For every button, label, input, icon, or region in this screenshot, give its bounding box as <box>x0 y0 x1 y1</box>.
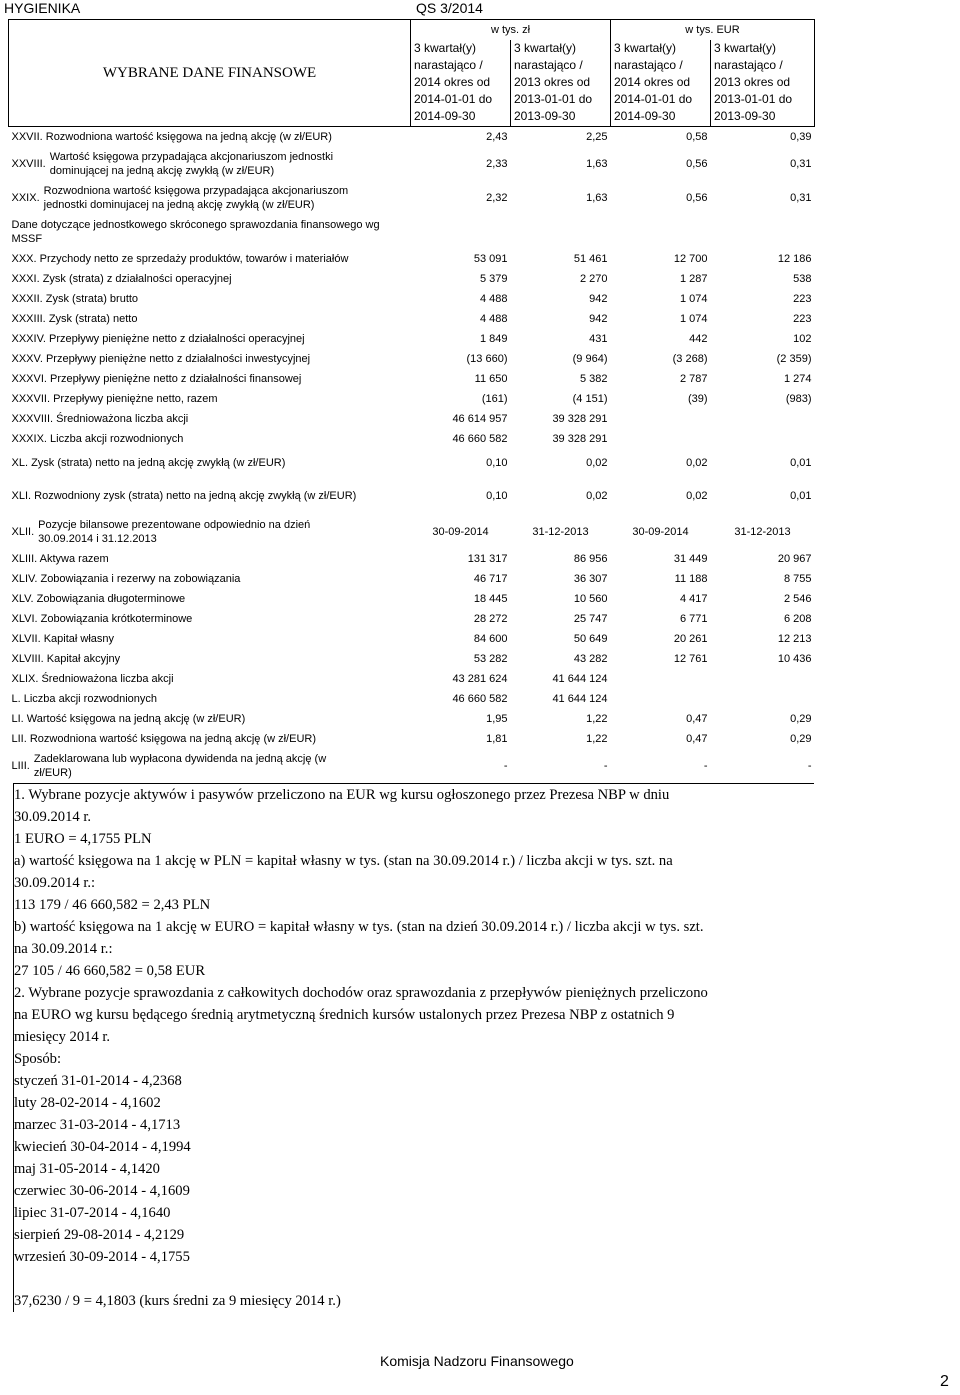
row-number: XXXV. <box>11 352 43 365</box>
row-number: L. <box>11 692 21 705</box>
table-row <box>9 181 815 215</box>
value-cell: 53 282 <box>473 652 508 665</box>
row-number: XLIX. <box>11 672 39 685</box>
column-header-line: 2014-01-01 do <box>414 92 493 107</box>
value-cell: 0,29 <box>790 712 812 725</box>
value-cell: 0,02 <box>686 489 708 502</box>
value-cell: 25 747 <box>573 612 608 625</box>
value-cell: 11 188 <box>674 572 708 585</box>
row-text: Zysk (strata) netto na jedną akcję zwykłą (w zł/EUR) <box>31 456 286 469</box>
note-line: 30.09.2014 r.: <box>14 875 96 891</box>
value-cell: 6 208 <box>783 612 812 625</box>
column-header-line: 2014-09-30 <box>614 109 676 124</box>
note-line: lipiec 31-07-2014 - 4,1640 <box>14 1205 171 1221</box>
value-cell: 51 461 <box>573 252 608 265</box>
value-cell: 2,33 <box>486 157 508 170</box>
value-cell <box>611 409 711 429</box>
note-line: sierpień 29-08-2014 - 4,2129 <box>14 1227 185 1243</box>
row-number: XXXVI. <box>11 372 47 385</box>
page-number: 2 <box>940 1373 949 1390</box>
row-label <box>9 669 411 689</box>
row-label-line: jednostki dominujacej na jedną akcję zwykłą (w zł/EUR) <box>43 198 315 211</box>
value-cell: 12 761 <box>673 652 708 665</box>
column-header-line: 2013-01-01 do <box>714 92 793 107</box>
value-cell: (39) <box>687 392 708 405</box>
unit-pln: w tys. zł <box>411 20 611 40</box>
value-cell: 0,39 <box>790 130 812 143</box>
value-cell: 86 956 <box>573 552 608 565</box>
row-label-line: Rozwodniona wartość księgowa przypadająca akcjonariuszom <box>43 184 349 197</box>
row-text: Zysk (strata) netto <box>48 312 138 325</box>
table-row <box>9 409 815 429</box>
value-cell: 1,63 <box>586 191 608 204</box>
table-row <box>9 569 815 589</box>
value-cell: 50 649 <box>573 632 608 645</box>
value-cell: 12 700 <box>673 252 708 265</box>
value-cell: 0,31 <box>790 157 812 170</box>
value-cell <box>611 689 711 709</box>
value-cell: 36 307 <box>573 572 608 585</box>
note-line: na 30.09.2014 r.: <box>14 941 113 957</box>
row-number: LI. <box>11 712 24 725</box>
value-cell: 53 091 <box>473 252 508 265</box>
row-label <box>9 181 411 215</box>
row-label <box>9 549 411 569</box>
note-line: 113 179 / 46 660,582 = 2,43 PLN <box>14 897 211 913</box>
row-label-line: Zadeklarowana lub wypłacona dywidenda na jedną akcję (w <box>33 752 327 765</box>
notes-section <box>13 783 814 1312</box>
note-line: b) wartość księgowa na 1 akcję w EURO = kapitał własny w tys. (stan na dzień 30.09.2014 r.) / liczba akcji w tys. szt. <box>14 919 704 935</box>
row-text: Zobowiązania i rezerwy na zobowiązania <box>40 572 241 585</box>
value-cell: 18 445 <box>473 592 508 605</box>
company-name: HYGIENIKA <box>4 0 81 16</box>
value-cell: 31-12-2013 <box>734 525 791 538</box>
row-number: XXXVII. <box>11 392 51 405</box>
value-cell <box>711 669 815 689</box>
value-cell: 20 261 <box>673 632 708 645</box>
value-cell: 0,01 <box>790 456 812 469</box>
value-cell: 0,56 <box>686 191 708 204</box>
row-text: Zysk (strata) z działalności operacyjnej <box>42 272 232 285</box>
note-line: maj 31-05-2014 - 4,1420 <box>14 1161 160 1177</box>
row-number: XXX. <box>11 252 37 265</box>
column-header-line: 2013-09-30 <box>514 109 576 124</box>
value-cell: 12 213 <box>777 632 812 645</box>
note-line: 30.09.2014 r. <box>14 809 92 825</box>
row-text: Wartość księgowa na jedną akcję (w zł/EUR) <box>26 712 246 725</box>
row-text: Rozwodniony zysk (strata) netto na jedną akcję zwykłą (w zł/EUR) <box>34 489 357 502</box>
value-cell: 30-09-2014 <box>432 525 489 538</box>
value-cell: 4 488 <box>479 292 508 305</box>
value-cell: (983) <box>785 392 812 405</box>
row-label <box>9 749 411 783</box>
row-number: XXXI. <box>11 272 40 285</box>
table-row <box>9 429 815 449</box>
value-cell <box>611 669 711 689</box>
report-id: QS 3/2014 <box>416 0 483 16</box>
row-label <box>9 477 411 515</box>
value-cell: 0,10 <box>486 489 508 502</box>
row-label <box>9 449 411 477</box>
column-header-line: narastająco / <box>514 58 583 73</box>
value-cell: 2 787 <box>679 372 708 385</box>
value-cell: 1 287 <box>679 272 708 285</box>
row-number: XLVII. <box>11 632 41 645</box>
table-row <box>9 609 815 629</box>
column-header-line: 2014-01-01 do <box>614 92 693 107</box>
value-cell <box>711 409 815 429</box>
value-cell: 1,22 <box>586 712 608 725</box>
row-number: XL. <box>11 456 29 469</box>
row-text: Przepływy pieniężne netto z działalności inwestycyjnej <box>45 352 311 365</box>
column-header <box>411 40 511 127</box>
value-cell: 11 650 <box>474 372 508 385</box>
note-line <box>14 1268 814 1290</box>
table-title: WYBRANE DANE FINANSOWE <box>9 20 411 127</box>
table-row <box>9 147 815 181</box>
column-header-line: 2013-01-01 do <box>514 92 593 107</box>
value-cell: 20 967 <box>777 552 812 565</box>
row-number: XLIII. <box>11 552 38 565</box>
row-number: XXVII. <box>11 130 43 143</box>
value-cell: 43 282 <box>573 652 608 665</box>
table-row <box>9 629 815 649</box>
value-cell: 223 <box>793 292 812 305</box>
value-cell: 46 614 957 <box>452 412 508 425</box>
table-row <box>9 289 815 309</box>
row-number: XLIV. <box>11 572 38 585</box>
column-header-line: 2013 okres od <box>714 75 791 90</box>
value-cell: (2 359) <box>776 352 812 365</box>
column-header-line: 3 kwartał(y) <box>414 41 477 56</box>
row-number: XLV. <box>11 592 34 605</box>
note-line: 2. Wybrane pozycje sprawozdania z całkowitych dochodów oraz sprawozdania z przepływów pieniężnych przeliczono <box>14 985 708 1001</box>
footer-text: Komisja Nadzoru Finansowego <box>380 1353 574 1369</box>
column-header-line: narastająco / <box>614 58 683 73</box>
value-cell: 1,63 <box>586 157 608 170</box>
row-label <box>9 249 411 269</box>
value-cell: 0,47 <box>686 712 708 725</box>
row-text: Liczba akcji rozwodnionych <box>50 432 184 445</box>
row-label <box>9 409 411 429</box>
note-line: 1 EURO = 4,1755 PLN <box>14 831 152 847</box>
value-cell: 0,58 <box>686 130 708 143</box>
column-header-line: 3 kwartał(y) <box>714 41 777 56</box>
note-line: kwiecień 30-04-2014 - 4,1994 <box>14 1139 191 1155</box>
value-cell: 0,02 <box>586 489 608 502</box>
value-cell: - <box>603 759 608 772</box>
row-number: XLI. <box>11 489 32 502</box>
value-cell: 41 644 124 <box>552 672 608 685</box>
note-line: miesięcy 2014 r. <box>14 1029 111 1045</box>
row-label-line: Pozycje bilansowe prezentowane odpowiednio na dzień <box>38 518 311 531</box>
section-title: Dane dotyczące jednostkowego skróconego sprawozdania finansowego wg MSSF <box>11 218 380 245</box>
row-label <box>9 709 411 729</box>
column-header <box>611 40 711 127</box>
value-cell: 0,47 <box>686 732 708 745</box>
table-row <box>9 749 815 783</box>
row-label <box>9 589 411 609</box>
row-number: LIII. <box>11 759 30 772</box>
row-text: Liczba akcji rozwodnionych <box>23 692 158 705</box>
value-cell: 431 <box>589 332 608 345</box>
value-cell: 4 488 <box>479 312 508 325</box>
column-header-line: 3 kwartał(y) <box>614 41 677 56</box>
note-line: luty 28-02-2014 - 4,1602 <box>14 1095 161 1111</box>
row-text: Zobowiązania krótkoterminowe <box>40 612 193 625</box>
row-label <box>9 329 411 349</box>
value-cell: (161) <box>481 392 508 405</box>
value-cell: - <box>807 759 812 772</box>
table-row <box>9 329 815 349</box>
value-cell: 942 <box>589 312 608 325</box>
row-number: LII. <box>11 732 27 745</box>
row-text: Średnioważona liczba akcji <box>56 412 189 425</box>
value-cell: 28 272 <box>473 612 508 625</box>
value-cell: 1 074 <box>679 312 708 325</box>
note-line: czerwiec 30-06-2014 - 4,1609 <box>14 1183 190 1199</box>
value-cell: 102 <box>793 332 812 345</box>
note-line: 1. Wybrane pozycje aktywów i pasywów przeliczono na EUR wg kursu ogłoszonego przez Prezesa NBP w dniu <box>14 787 670 803</box>
column-header-line: 2013-09-30 <box>714 109 776 124</box>
column-header-line: 3 kwartał(y) <box>514 41 577 56</box>
table-row <box>9 449 815 477</box>
section-row <box>9 215 815 249</box>
value-cell: 1,81 <box>486 732 508 745</box>
value-cell: 1 274 <box>783 372 812 385</box>
row-text: Zysk (strata) brutto <box>45 292 139 305</box>
value-cell: 2,32 <box>486 191 508 204</box>
note-line: marzec 31-03-2014 - 4,1713 <box>14 1117 181 1133</box>
column-header-line: narastająco / <box>714 58 783 73</box>
row-text: Kapitał akcyjny <box>46 652 121 665</box>
table-row <box>9 649 815 669</box>
value-cell: 10 560 <box>573 592 608 605</box>
value-cell: 31 449 <box>673 552 708 565</box>
row-number: XLII. <box>11 525 35 538</box>
row-label <box>9 369 411 389</box>
value-cell: (3 268) <box>672 352 708 365</box>
value-cell: (4 151) <box>572 392 608 405</box>
row-label-line: dominującej na jedną akcję zwykłą (w zł/EUR) <box>49 164 275 177</box>
value-cell: 2 546 <box>783 592 812 605</box>
value-cell: - <box>703 759 708 772</box>
column-header-line: narastająco / <box>414 58 483 73</box>
row-label <box>9 649 411 669</box>
value-cell: 5 379 <box>479 272 508 285</box>
column-header <box>511 40 611 127</box>
table-row <box>9 269 815 289</box>
value-cell: 8 755 <box>783 572 812 585</box>
row-number: XXIX. <box>11 191 40 204</box>
value-cell: 2 270 <box>579 272 608 285</box>
value-cell: 0,31 <box>790 191 812 204</box>
row-label <box>9 429 411 449</box>
row-number: XXXIV. <box>11 332 46 345</box>
table-row <box>9 549 815 569</box>
row-text: Przepływy pieniężne netto, razem <box>53 392 218 405</box>
value-cell: 1 074 <box>679 292 708 305</box>
value-cell: 2,43 <box>486 130 508 143</box>
note-line: 27 105 / 46 660,582 = 0,58 EUR <box>14 963 206 979</box>
value-cell <box>711 689 815 709</box>
table-row <box>9 389 815 409</box>
row-label-line: zł/EUR) <box>33 766 72 779</box>
table-row <box>9 369 815 389</box>
value-cell: 10 436 <box>777 652 812 665</box>
table-row <box>9 309 815 329</box>
note-line: na EURO wg kursu będącego średnią arytmetyczną średnich kursów ustalonych przez Prezesa NBP z ostatnich 9 <box>14 1007 675 1023</box>
row-text: Aktywa razem <box>39 552 109 565</box>
row-number: XXXVIII. <box>11 412 54 425</box>
value-cell <box>711 429 815 449</box>
column-header <box>711 40 815 127</box>
row-number: XXXII. <box>11 292 43 305</box>
unit-header-row <box>9 20 815 40</box>
row-number: XXVIII. <box>11 157 46 170</box>
row-label-line: Wartość księgowa przypadająca akcjonariuszom jednostki <box>49 150 334 163</box>
unit-eur: w tys. EUR <box>611 20 815 40</box>
value-cell: 39 328 291 <box>552 432 608 445</box>
value-cell: 1,22 <box>586 732 608 745</box>
table-row <box>9 669 815 689</box>
row-label <box>9 609 411 629</box>
row-label <box>9 689 411 709</box>
value-cell: 1 849 <box>479 332 508 345</box>
row-label <box>9 515 411 549</box>
value-cell: 46 660 582 <box>452 692 508 705</box>
value-cell: 2,25 <box>586 130 608 143</box>
value-cell: 43 281 624 <box>452 672 508 685</box>
value-cell: 31-12-2013 <box>532 525 589 538</box>
row-label <box>9 309 411 329</box>
value-cell: 46 660 582 <box>452 432 508 445</box>
table-row <box>9 477 815 515</box>
row-number: XLVIII. <box>11 652 44 665</box>
value-cell: 131 317 <box>467 552 508 565</box>
table-row <box>9 349 815 369</box>
value-cell: 12 186 <box>777 252 812 265</box>
row-number: XXXIX. <box>11 432 47 445</box>
row-label <box>9 629 411 649</box>
value-cell: (9 964) <box>572 352 608 365</box>
table-row <box>9 709 815 729</box>
value-cell: - <box>503 759 508 772</box>
row-text: Przychody netto ze sprzedaży produktów, towarów i materiałów <box>39 252 349 265</box>
row-label <box>9 289 411 309</box>
row-label <box>9 147 411 181</box>
value-cell: 0,02 <box>686 456 708 469</box>
note-line: 37,6230 / 9 = 4,1803 (kurs średni za 9 miesięcy 2014 r.) <box>14 1293 341 1309</box>
value-cell: 442 <box>689 332 708 345</box>
value-cell: (13 660) <box>466 352 508 365</box>
row-number: XXXIII. <box>11 312 46 325</box>
row-text: Kapitał własny <box>43 632 115 645</box>
value-cell: 5 382 <box>579 372 608 385</box>
row-label <box>9 269 411 289</box>
note-line: a) wartość księgowa na 1 akcję w PLN = kapitał własny w tys. (stan na 30.09.2014 r.) / liczba akcji w tys. szt. na <box>14 853 673 869</box>
value-cell: 0,01 <box>790 489 812 502</box>
row-label <box>9 389 411 409</box>
value-cell: 942 <box>589 292 608 305</box>
value-cell: 84 600 <box>473 632 508 645</box>
value-cell: 4 417 <box>679 592 708 605</box>
table-row <box>9 729 815 749</box>
column-header-line: 2013 okres od <box>514 75 591 90</box>
note-line: styczeń 31-01-2014 - 4,2368 <box>14 1073 182 1089</box>
table-row <box>9 127 815 147</box>
row-label <box>9 349 411 369</box>
value-cell: 39 328 291 <box>552 412 608 425</box>
value-cell <box>611 429 711 449</box>
table-row <box>9 515 815 549</box>
row-text: Przepływy pieniężne netto z działalności finansowej <box>50 372 302 385</box>
column-header-line: 2014-09-30 <box>414 109 476 124</box>
row-text: Średnioważona liczba akcji <box>41 672 174 685</box>
row-label <box>9 569 411 589</box>
note-line: wrzesień 30-09-2014 - 4,1755 <box>14 1249 190 1265</box>
row-label <box>9 729 411 749</box>
financial-data-table <box>8 19 815 783</box>
value-cell: 46 717 <box>473 572 508 585</box>
value-cell: 41 644 124 <box>552 692 608 705</box>
value-cell: 30-09-2014 <box>632 525 689 538</box>
row-text: Rozwodniona wartość księgowa na jedną akcję (w zł/EUR) <box>45 130 332 143</box>
row-label <box>9 127 411 147</box>
value-cell: 538 <box>793 272 812 285</box>
value-cell: 0,29 <box>790 732 812 745</box>
row-text: Przepływy pieniężne netto z działalności operacyjnej <box>49 332 305 345</box>
value-cell: 1,95 <box>486 712 508 725</box>
table-row <box>9 689 815 709</box>
row-text: Rozwodniona wartość księgowa na jedną akcję (w zł/EUR) <box>29 732 316 745</box>
value-cell: 0,02 <box>586 456 608 469</box>
value-cell: 0,10 <box>486 456 508 469</box>
value-cell: 223 <box>793 312 812 325</box>
column-header-line: 2014 okres od <box>614 75 691 90</box>
column-header-line: 2014 okres od <box>414 75 491 90</box>
value-cell: 0,56 <box>686 157 708 170</box>
note-line: Sposób: <box>14 1051 62 1067</box>
table-row <box>9 589 815 609</box>
table-row <box>9 249 815 269</box>
row-number: XLVI. <box>11 612 38 625</box>
row-text: Zobowiązania długoterminowe <box>36 592 186 605</box>
value-cell: 6 771 <box>679 612 708 625</box>
row-label-line: 30.09.2014 i 31.12.2013 <box>38 532 157 545</box>
